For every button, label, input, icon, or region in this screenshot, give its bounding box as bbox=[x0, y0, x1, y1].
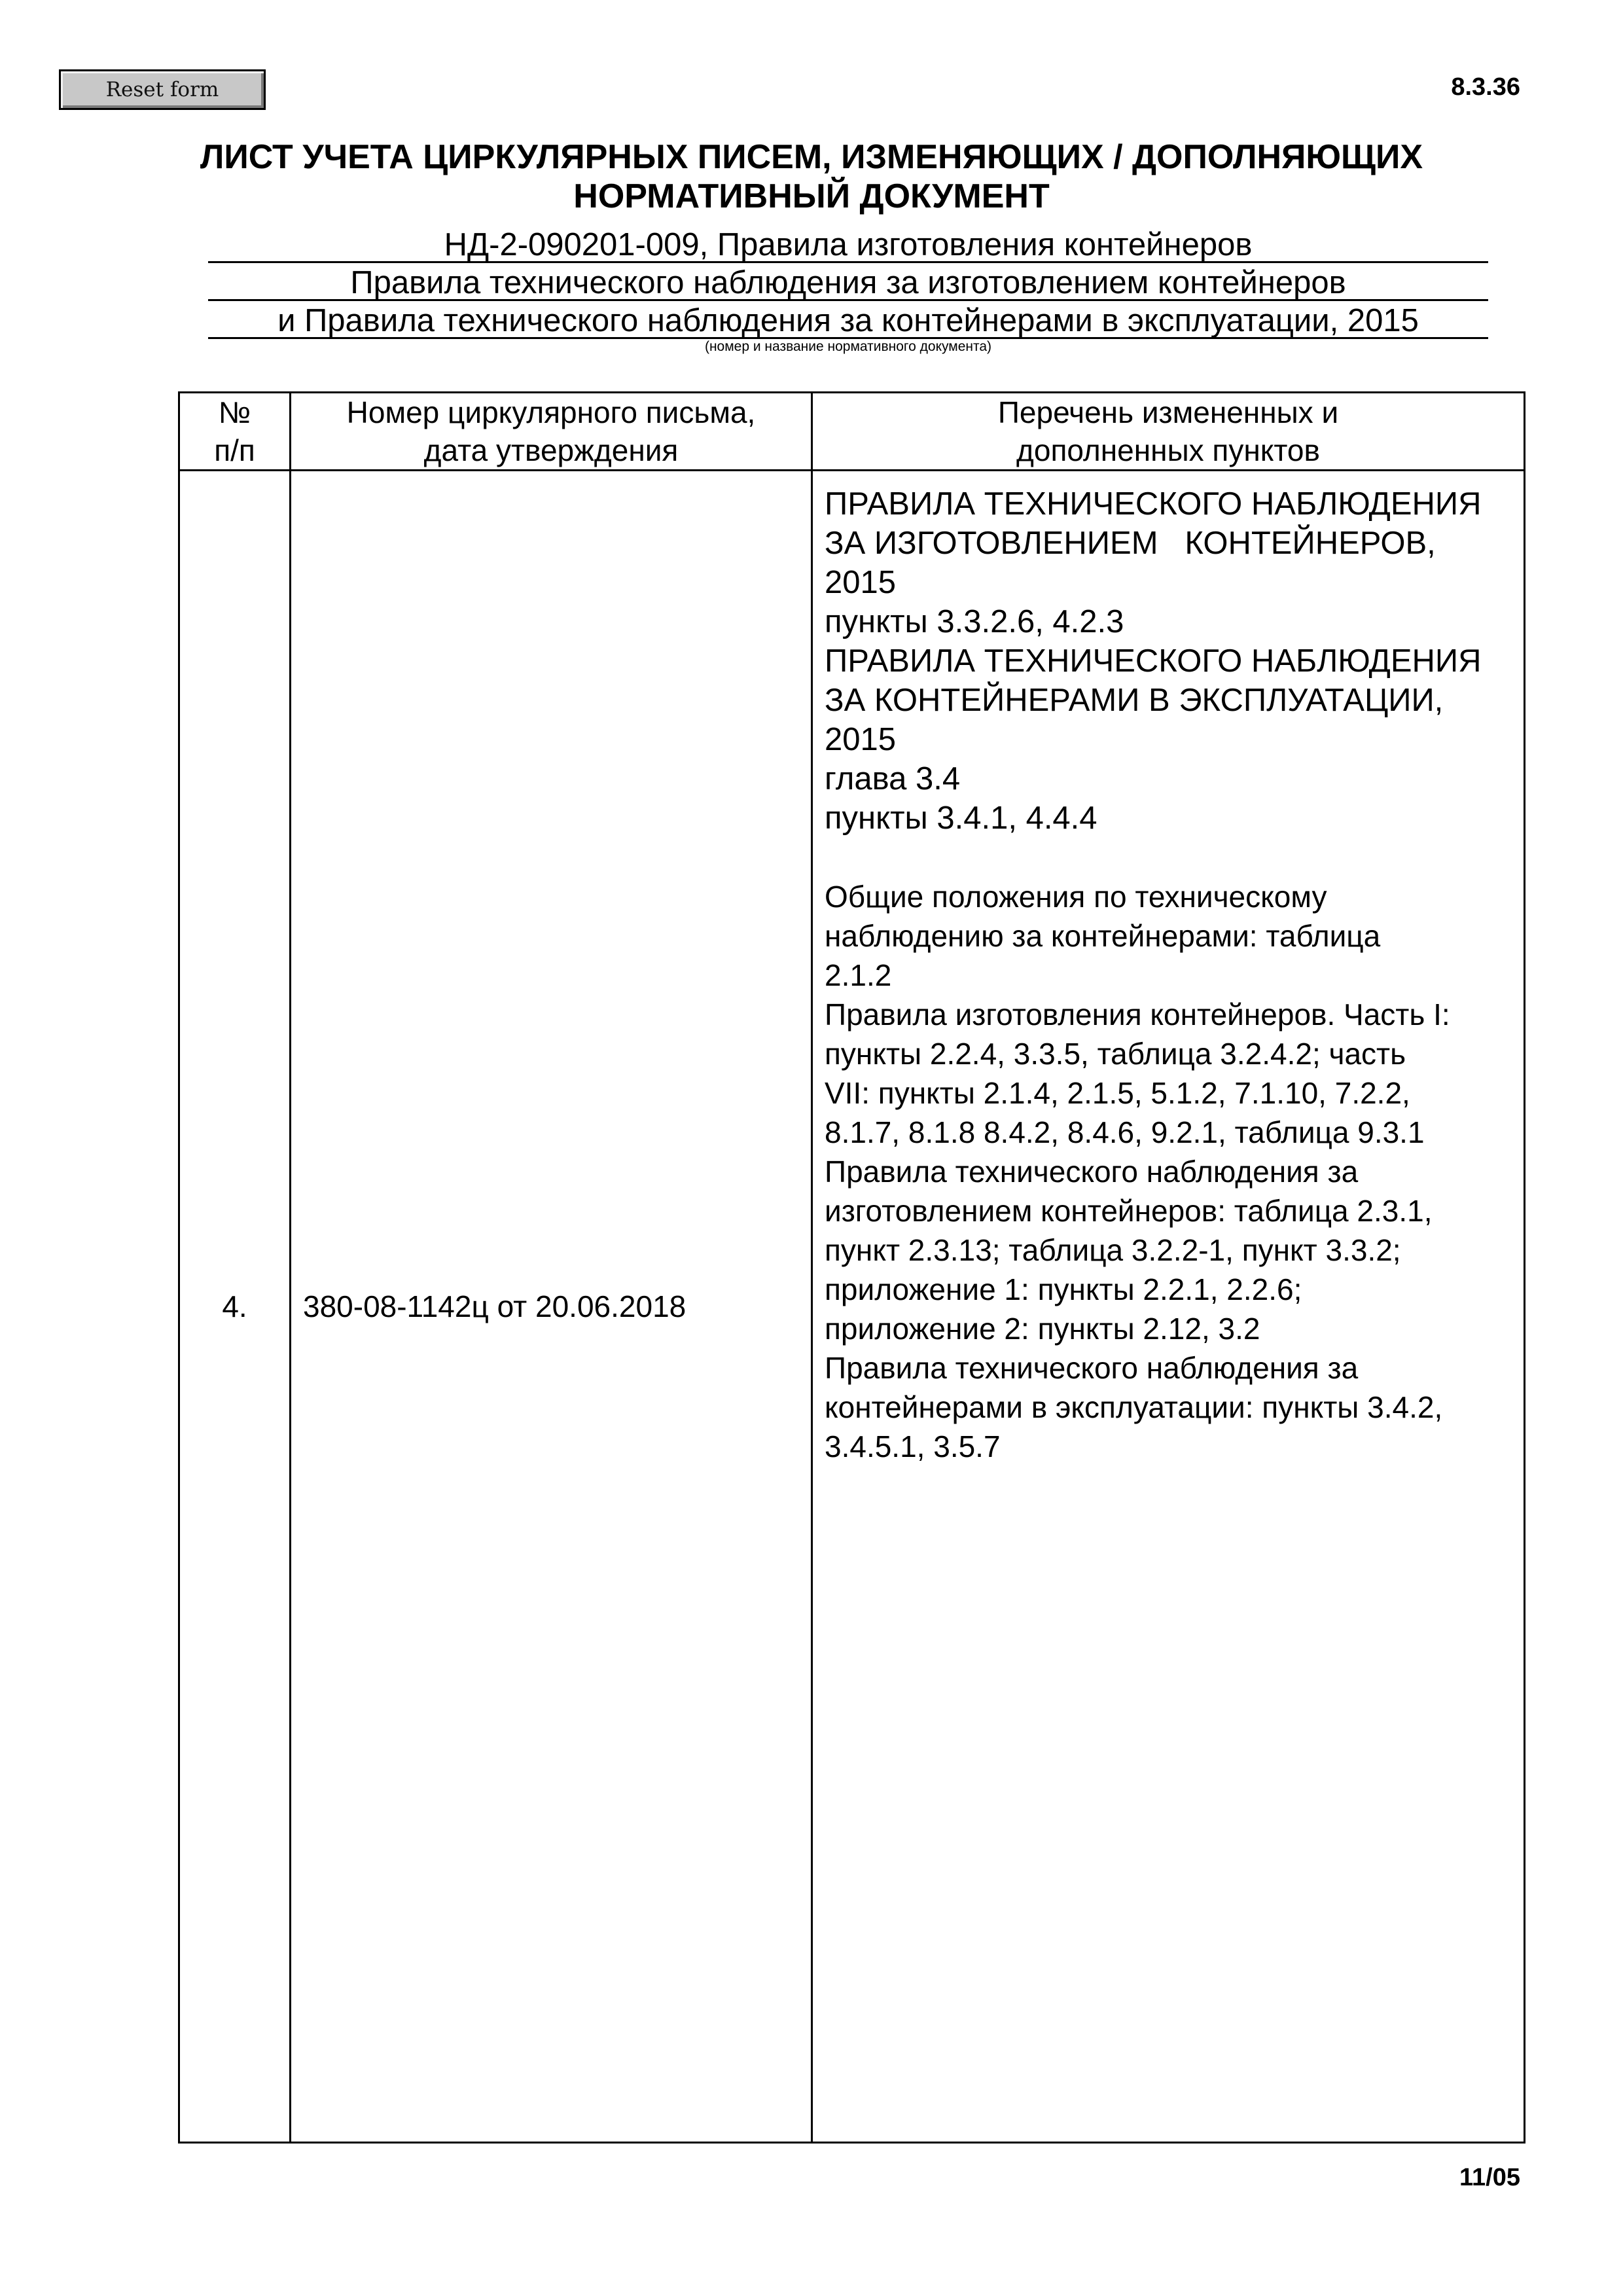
item-line: ПРАВИЛА ТЕХНИЧЕСКОГО НАБЛЮДЕНИЯ bbox=[825, 643, 1482, 679]
item-line: ЗА КОНТЕЙНЕРАМИ В ЭКСПЛУАТАЦИИ, bbox=[825, 683, 1444, 718]
row-number: 4. bbox=[179, 471, 291, 2143]
item-line: Правила технического наблюдения за bbox=[825, 1155, 1359, 1189]
row-items bbox=[812, 471, 1525, 2143]
item-line: ПРАВИЛА ТЕХНИЧЕСКОГО НАБЛЮДЕНИЯ bbox=[825, 486, 1482, 522]
item-line: 2015 bbox=[825, 565, 897, 600]
table-row bbox=[179, 471, 1525, 2143]
items-spacer bbox=[825, 838, 1512, 877]
header-items-line-2: дополненных пунктов bbox=[1016, 433, 1320, 467]
header-letter-line-2: дата утверждения bbox=[423, 433, 679, 467]
item-line: пункт 2.3.13; таблица 3.2.2-1, пункт 3.3.2; bbox=[825, 1233, 1401, 1267]
nd-caption: (номер и название нормативного документа) bbox=[704, 339, 992, 354]
items-upper-list bbox=[825, 484, 1512, 838]
table-header-row bbox=[179, 393, 1525, 471]
item-line: 3.4.5.1, 3.5.7 bbox=[825, 1429, 1001, 1463]
item-line: пункты 3.4.1, 4.4.4 bbox=[825, 800, 1097, 836]
row-letter: 380-08-1142ц от 20.06.2018 bbox=[291, 471, 812, 2143]
header-number bbox=[179, 393, 291, 471]
items-lower-list bbox=[825, 877, 1512, 1466]
header-items bbox=[812, 393, 1525, 471]
item-line: 2015 bbox=[825, 722, 897, 757]
nd-line-3: и Правила технического наблюдения за контейнерами в эксплуатации, 2015 bbox=[208, 301, 1488, 339]
reset-form-button[interactable]: Reset form bbox=[59, 69, 266, 110]
header-number-line-1: № bbox=[218, 395, 251, 429]
nd-line-1: НД-2-090201-009, Правила изготовления контейнеров bbox=[208, 225, 1488, 263]
item-line: пункты 2.2.4, 3.3.5, таблица 3.2.4.2; часть bbox=[825, 1037, 1406, 1071]
item-line: Правила технического наблюдения за bbox=[825, 1351, 1359, 1385]
item-line: пункты 3.3.2.6, 4.2.3 bbox=[825, 604, 1124, 639]
header-letter bbox=[291, 393, 812, 471]
item-line: наблюдению за контейнерами: таблица bbox=[825, 919, 1381, 953]
item-line: 2.1.2 bbox=[825, 958, 892, 992]
item-line: приложение 2: пункты 2.12, 3.2 bbox=[825, 1312, 1260, 1346]
item-line: 8.1.7, 8.1.8 8.4.2, 8.4.6, 9.2.1, таблица 9.3.1 bbox=[825, 1115, 1425, 1149]
header-items-line-1: Перечень измененных и bbox=[997, 395, 1339, 429]
item-line: VII: пункты 2.1.4, 2.1.5, 5.1.2, 7.1.10, 7.2.2, bbox=[825, 1076, 1410, 1110]
item-line: Правила изготовления контейнеров. Часть I: bbox=[825, 997, 1450, 1031]
header-letter-line-1: Номер циркулярного письма, bbox=[346, 395, 756, 429]
nd-line-2: Правила технического наблюдения за изготовлением контейнеров bbox=[208, 263, 1488, 301]
item-line: ЗА ИЗГОТОВЛЕНИЕМ КОНТЕЙНЕРОВ, bbox=[825, 526, 1436, 561]
item-line: Общие положения по техническому bbox=[825, 880, 1327, 914]
page-title bbox=[0, 137, 1623, 216]
title-line-1: ЛИСТ УЧЕТА ЦИРКУЛЯРНЫХ ПИСЕМ, ИЗМЕНЯЮЩИХ / ДОПОЛНЯЮЩИХ bbox=[200, 138, 1423, 176]
item-line: приложение 1: пункты 2.2.1, 2.2.6; bbox=[825, 1272, 1302, 1306]
header-number-line-2: п/п bbox=[214, 433, 255, 467]
item-line: контейнерами в эксплуатации: пункты 3.4.2, bbox=[825, 1390, 1443, 1424]
item-line: глава 3.4 bbox=[825, 761, 961, 797]
page-number: 11/05 bbox=[1459, 2164, 1520, 2191]
document-code: 8.3.36 bbox=[1451, 73, 1520, 101]
title-line-2: НОРМАТИВНЫЙ ДОКУМЕНТ bbox=[573, 177, 1050, 215]
normative-document-block bbox=[208, 225, 1488, 355]
item-line: изготовлением контейнеров: таблица 2.3.1, bbox=[825, 1194, 1433, 1228]
circular-letters-table bbox=[178, 391, 1525, 2144]
